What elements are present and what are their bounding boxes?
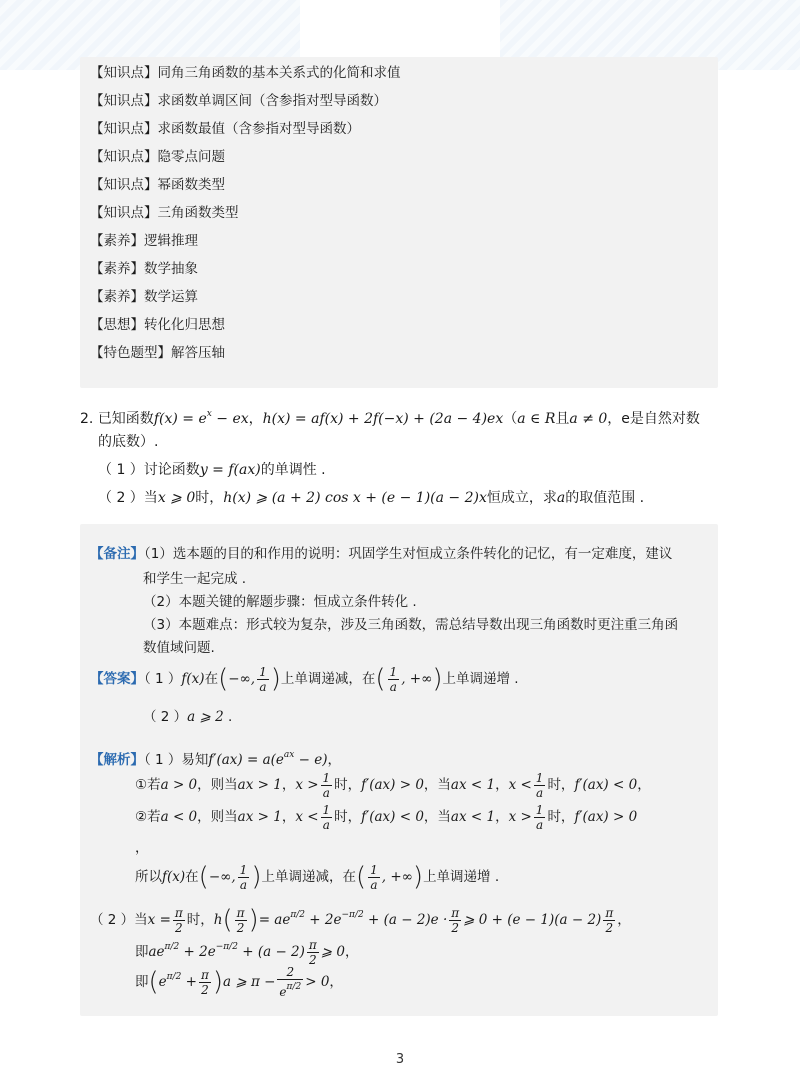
analysis-tag: 【解析】 xyxy=(90,752,144,768)
literacy-line: 【素养】数学运算 xyxy=(90,289,198,305)
question-part-1: （ 1 ）讨论函数y = f(ax)的单调性 . xyxy=(98,462,326,478)
fraction: $\frac{1}{a}$ xyxy=(322,770,331,800)
fraction: $\frac{1}{a}$ xyxy=(535,802,544,832)
fraction: $\frac{1}{a}$ xyxy=(239,862,248,892)
remark-line-3: （2）本题关键的解题步骤：恒成立条件转化 . xyxy=(143,594,417,610)
question-number: 2. xyxy=(80,411,94,427)
knowledge-point-line: 【知识点】求函数最值（含参指对型导函数） xyxy=(90,121,360,137)
thought-line: 【思想】转化化归思想 xyxy=(90,317,225,333)
analysis-line-1: 【解析】（ 1 ）易知$f'(ax) = a(e^{ax} - e)$， xyxy=(90,750,341,768)
knowledge-point-line: 【知识点】隐零点问题 xyxy=(90,149,225,165)
remark-line-2: 和学生一起完成 . xyxy=(143,571,247,587)
fraction: $\frac{1}{a}$ xyxy=(370,862,378,892)
answer-line-1: 【答案】（ 1 ）f(x)在(−∞, $\frac{1}{a}$ )上单调递减，在( $\frac{1}{a}$ , +∞)上单调递增 . xyxy=(90,664,519,694)
answer-tag: 【答案】 xyxy=(90,671,144,687)
remark-line-4: （3）本题难点：形式较为复杂，涉及三角函数，需总结导数出现三角函数时更注重三角函 xyxy=(143,617,679,633)
question-line-1: 2. 已知函数$f(x) = e^x$ − ex，h(x) = af(x) + 2f(−x) + (2a − 4)ex（a ∈ R且a ≠ 0，e是自然对数 xyxy=(80,409,700,427)
knowledge-point-line: 【知识点】三角函数类型 xyxy=(90,205,239,221)
analysis-line-3-comma: ， xyxy=(135,840,149,856)
fraction: $\frac{1}{a}$ xyxy=(259,664,267,694)
fraction: $\frac{\pi}{2}$ xyxy=(174,905,183,935)
knowledge-point-line: 【知识点】幂函数类型 xyxy=(90,177,225,193)
fraction: $\frac{\pi}{2}$ xyxy=(605,905,614,935)
literacy-line: 【素养】逻辑推理 xyxy=(90,233,198,249)
remark-tag: 【备注】 xyxy=(90,546,144,562)
analysis-line-2: ①若a > 0，则当ax > 1，x > $\frac{1}{a}$ 时，f′(ax) > 0，当ax < 1，x < $\frac{1}{a}$ 时，f′(ax) < 0， xyxy=(135,770,651,800)
question-line-2: 的底数）. xyxy=(98,434,159,450)
analysis-line-6: 即$ae^{\pi/2} + 2e^{-\pi/2} + (a - 2)$ $\frac{\pi}{2}$ ⩾ 0， xyxy=(135,937,359,967)
analysis-line-7: 即($e^{\pi/2}$ + $\frac{\pi}{2}$ )a ⩾ π − $\frac{2}{e^{\pi/2}}$ > 0， xyxy=(135,965,343,999)
remark-line-1: 【备注】（1）选本题的目的和作用的说明：巩固学生对恒成立条件转化的记忆，有一定难度，建议 xyxy=(90,546,673,562)
analysis-line-4: 所以f(x)在(−∞, $\frac{1}{a}$ )上单调递减，在( $\frac{1}{a}$ , +∞)上单调递增 . xyxy=(135,862,500,892)
knowledge-point-line: 【知识点】同角三角函数的基本关系式的化简和求值 xyxy=(90,65,401,81)
knowledge-point-line: 【知识点】求函数单调区间（含参指对型导函数） xyxy=(90,93,387,109)
fraction: $\frac{2}{e^{\pi/2}}$ xyxy=(279,965,302,999)
fraction: $\frac{1}{a}$ xyxy=(535,770,544,800)
question-type-line: 【特色题型】解答压轴 xyxy=(90,345,225,361)
fraction: $\frac{\pi}{2}$ xyxy=(308,937,317,967)
analysis-line-5: （ 2 ）当x = $\frac{\pi}{2}$ 时，h( $\frac{\pi}{2}$ )= $ae^{\pi/2} + 2e^{-\pi/2} + (a - 2)e$ · $\frac{\pi}{2}$ ⩾ 0 + (e − 1)(a − 2) $\frac{\pi}{2}$ ， xyxy=(90,905,631,935)
page-number: 3 xyxy=(395,1052,405,1067)
fraction: $\frac{1}{a}$ xyxy=(389,664,398,694)
question-part-2: （ 2 ）当x ⩾ 0时，h(x) ⩾ (a + 2) cos x + (e − 1)(a − 2)x恒成立，求a的取值范围 . xyxy=(98,490,645,506)
answer-line-2: （ 2 ）a ⩾ 2 . xyxy=(143,709,233,725)
analysis-line-3: ②若a < 0，则当ax > 1，x < $\frac{1}{a}$ 时，f′(ax) < 0，当ax < 1，x > $\frac{1}{a}$ 时，f′(ax) > 0 xyxy=(135,802,638,832)
remark-line-5: 数值域问题. xyxy=(143,640,215,656)
fraction: $\frac{\pi}{2}$ xyxy=(451,905,460,935)
literacy-line: 【素养】数学抽象 xyxy=(90,261,198,277)
fraction: $\frac{\pi}{2}$ xyxy=(236,905,245,935)
fraction: $\frac{1}{a}$ xyxy=(322,802,331,832)
fraction: $\frac{\pi}{2}$ xyxy=(200,967,209,997)
